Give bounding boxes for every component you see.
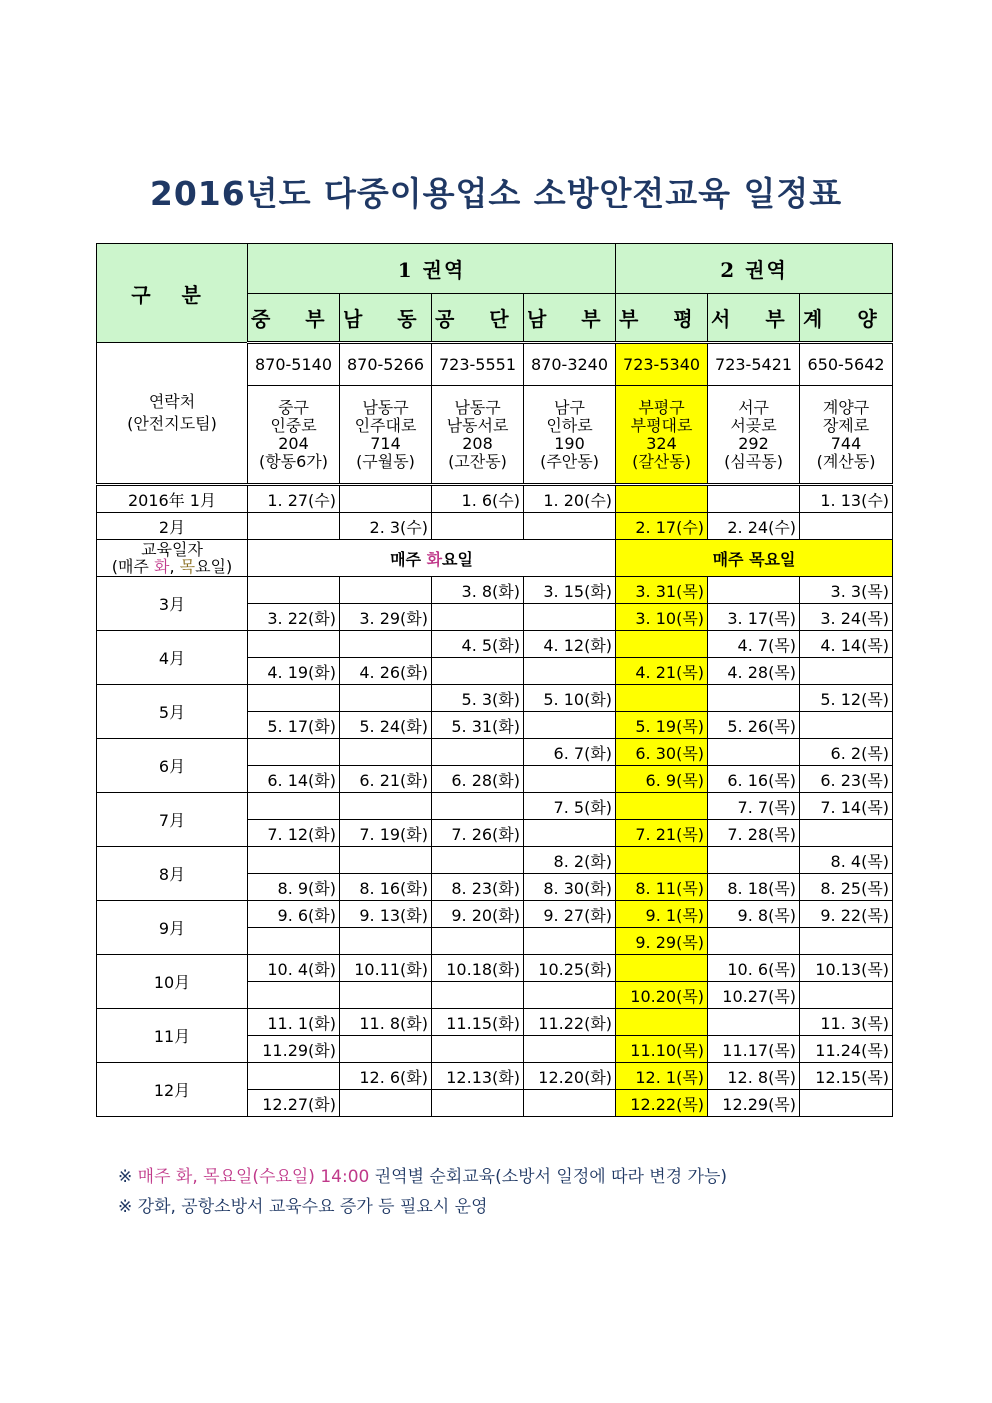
address-cell [800, 386, 893, 485]
date-cell [248, 847, 340, 874]
date-cell: 4. 19(화) [248, 658, 340, 685]
date-cell: 3. 10(목) [616, 604, 708, 631]
date-cell: 11.29(화) [248, 1036, 340, 1063]
region-1-header: 1 권역 [248, 244, 616, 294]
date-cell: 1. 13(수) [800, 485, 893, 513]
date-cell: 1. 20(수) [524, 485, 616, 513]
date-cell [524, 1036, 616, 1063]
date-cell [524, 928, 616, 955]
office-header: 남 동 [340, 294, 432, 343]
date-cell: 12.20(화) [524, 1063, 616, 1090]
date-cell: 4. 7(목) [708, 631, 800, 658]
date-cell [248, 513, 340, 540]
month-label: 2月 [97, 513, 248, 540]
date-cell [248, 1063, 340, 1090]
date-cell [340, 685, 432, 712]
date-cell [248, 793, 340, 820]
address-line: 190 [554, 433, 585, 453]
date-cell: 10.18(화) [432, 955, 524, 982]
date-cell: 11.10(목) [616, 1036, 708, 1063]
date-cell [708, 1009, 800, 1036]
date-cell: 9. 22(목) [800, 901, 893, 928]
date-cell: 5. 24(화) [340, 712, 432, 739]
date-cell [340, 631, 432, 658]
date-cell: 2. 3(수) [340, 513, 432, 540]
date-cell: 10.13(목) [800, 955, 893, 982]
edu-day-label-line1: 교육일자 [141, 540, 203, 559]
address-line: 인주대로 [354, 415, 417, 435]
region-2-header: 2 권역 [616, 244, 893, 294]
date-cell: 7. 26(화) [432, 820, 524, 847]
edu-day-label-tue: 화 [153, 557, 170, 576]
date-cell: 7. 28(목) [708, 820, 800, 847]
date-cell [524, 820, 616, 847]
date-cell [708, 739, 800, 766]
month-label: 9月 [97, 901, 248, 955]
date-cell [248, 739, 340, 766]
banner-1-post: 요일 [442, 549, 473, 569]
month-row [97, 1009, 893, 1036]
office-header: 남 부 [524, 294, 616, 343]
note-1-text: 권역별 순회교육(소방서 일정에 따라 변경 가능) [374, 1167, 728, 1187]
month-label: 12月 [97, 1063, 248, 1117]
address-line: 208 [462, 433, 493, 453]
office-header: 서 부 [708, 294, 800, 343]
address-line: (심곡동) [724, 451, 783, 471]
date-cell: 3. 3(목) [800, 577, 893, 604]
date-cell [432, 793, 524, 820]
date-cell [708, 928, 800, 955]
date-cell [616, 685, 708, 712]
date-cell: 8. 18(목) [708, 874, 800, 901]
date-cell [340, 577, 432, 604]
date-cell [708, 577, 800, 604]
note-1 [118, 1162, 727, 1187]
date-cell [340, 793, 432, 820]
office-header: 공 단 [432, 294, 524, 343]
date-cell: 5. 19(목) [616, 712, 708, 739]
date-cell: 8. 16(화) [340, 874, 432, 901]
date-cell [800, 982, 893, 1009]
date-cell: 8. 9(화) [248, 874, 340, 901]
date-cell: 12.29(목) [708, 1090, 800, 1117]
region-2-edu-banner: 매주 목요일 [616, 540, 893, 577]
note-1-highlight: 매주 화, 목요일(수요일) 14:00 [137, 1167, 370, 1187]
date-cell: 3. 31(목) [616, 577, 708, 604]
date-cell [248, 982, 340, 1009]
date-cell [248, 577, 340, 604]
date-cell [524, 513, 616, 540]
date-cell: 6. 21(화) [340, 766, 432, 793]
date-cell [432, 1090, 524, 1117]
date-cell: 6. 14(화) [248, 766, 340, 793]
month-row [97, 513, 893, 540]
date-cell [524, 1090, 616, 1117]
date-cell: 5. 31(화) [432, 712, 524, 739]
date-cell: 7. 21(목) [616, 820, 708, 847]
address-line: (갈산동) [632, 451, 691, 471]
date-cell: 9. 29(목) [616, 928, 708, 955]
date-cell: 10.27(목) [708, 982, 800, 1009]
date-cell: 12.15(목) [800, 1063, 893, 1090]
date-cell [524, 604, 616, 631]
date-cell [432, 658, 524, 685]
note-2-text: 강화, 공항소방서 교육수요 증가 등 필요시 운영 [137, 1197, 488, 1217]
month-row [97, 847, 893, 874]
date-cell [800, 513, 893, 540]
date-cell [248, 685, 340, 712]
date-cell: 12. 1(목) [616, 1063, 708, 1090]
address-line: 부평대로 [630, 415, 693, 435]
date-cell [340, 982, 432, 1009]
date-cell: 2. 17(수) [616, 513, 708, 540]
address-cell [248, 386, 340, 485]
address-cell [340, 386, 432, 485]
date-cell: 6. 30(목) [616, 739, 708, 766]
date-cell [340, 1036, 432, 1063]
date-cell: 12. 8(목) [708, 1063, 800, 1090]
date-cell [432, 982, 524, 1009]
date-cell: 11.17(목) [708, 1036, 800, 1063]
date-cell: 5. 12(목) [800, 685, 893, 712]
phone-cell: 870-5140 [248, 343, 340, 386]
contact-phone-row [97, 343, 893, 386]
date-cell: 3. 17(목) [708, 604, 800, 631]
month-label: 10月 [97, 955, 248, 1009]
date-cell: 8. 23(화) [432, 874, 524, 901]
date-cell [800, 712, 893, 739]
date-cell: 11. 3(목) [800, 1009, 893, 1036]
address-line: 장제로 [822, 415, 870, 435]
month-label: 6月 [97, 739, 248, 793]
month-label: 2016年 1月 [97, 485, 248, 513]
date-cell [616, 793, 708, 820]
date-cell: 2. 24(수) [708, 513, 800, 540]
date-cell [616, 631, 708, 658]
contact-label [97, 343, 248, 485]
date-cell: 6. 23(목) [800, 766, 893, 793]
date-cell [524, 766, 616, 793]
date-cell: 7. 5(화) [524, 793, 616, 820]
address-line: 서구 [738, 397, 769, 417]
date-cell: 5. 10(화) [524, 685, 616, 712]
date-cell: 11. 8(화) [340, 1009, 432, 1036]
address-line: 744 [830, 433, 862, 453]
date-cell: 11.24(목) [800, 1036, 893, 1063]
date-cell [800, 1090, 893, 1117]
address-line: 남구 [554, 397, 585, 417]
date-cell [616, 485, 708, 513]
office-header: 부 평 [616, 294, 708, 343]
date-cell: 12.13(화) [432, 1063, 524, 1090]
date-cell [248, 928, 340, 955]
date-cell: 11.15(화) [432, 1009, 524, 1036]
address-line: 204 [278, 433, 309, 453]
date-cell: 5. 17(화) [248, 712, 340, 739]
month-row [97, 685, 893, 712]
month-row [97, 1063, 893, 1090]
phone-cell: 723-5551 [432, 343, 524, 386]
month-label: 3月 [97, 577, 248, 631]
address-line: 부평구 [638, 397, 685, 417]
month-label: 8月 [97, 847, 248, 901]
date-cell: 4. 14(목) [800, 631, 893, 658]
date-cell: 4. 28(목) [708, 658, 800, 685]
month-label: 7月 [97, 793, 248, 847]
edu-day-label [97, 540, 248, 577]
date-cell [524, 982, 616, 1009]
edu-day-label-post: 요일) [195, 557, 233, 576]
date-cell: 5. 3(화) [432, 685, 524, 712]
date-cell [708, 847, 800, 874]
date-cell: 9. 1(목) [616, 901, 708, 928]
date-cell: 12.27(화) [248, 1090, 340, 1117]
address-line: 남동구 [362, 397, 409, 417]
month-label: 11月 [97, 1009, 248, 1063]
date-cell: 6. 28(화) [432, 766, 524, 793]
date-cell: 9. 8(목) [708, 901, 800, 928]
date-cell: 1. 6(수) [432, 485, 524, 513]
phone-cell: 723-5421 [708, 343, 800, 386]
month-row [97, 901, 893, 928]
month-row [97, 631, 893, 658]
date-cell [340, 1090, 432, 1117]
date-cell: 3. 8(화) [432, 577, 524, 604]
date-cell [432, 1036, 524, 1063]
month-row [97, 793, 893, 820]
month-label: 4月 [97, 631, 248, 685]
note-mark: ※ [118, 1167, 133, 1187]
edu-day-row [97, 540, 893, 577]
date-cell: 10.25(화) [524, 955, 616, 982]
address-line: (고잔동) [448, 451, 507, 471]
date-cell: 3. 15(화) [524, 577, 616, 604]
phone-cell: 650-5642 [800, 343, 893, 386]
date-cell [616, 1009, 708, 1036]
address-cell [616, 386, 708, 485]
date-cell: 8. 2(화) [524, 847, 616, 874]
date-cell: 6. 7(화) [524, 739, 616, 766]
office-header: 중 부 [248, 294, 340, 343]
date-cell [340, 485, 432, 513]
address-line: (주안동) [540, 451, 599, 471]
date-cell: 10.11(화) [340, 955, 432, 982]
address-line: 인하로 [546, 415, 593, 435]
date-cell: 6. 16(목) [708, 766, 800, 793]
month-row [97, 485, 893, 513]
date-cell: 12.22(목) [616, 1090, 708, 1117]
edu-day-label-line2 [100, 558, 244, 575]
date-cell: 7. 7(목) [708, 793, 800, 820]
address-line: (항동6가) [258, 451, 329, 471]
date-cell [800, 928, 893, 955]
date-cell: 9. 6(화) [248, 901, 340, 928]
month-row [97, 739, 893, 766]
date-cell: 4. 12(화) [524, 631, 616, 658]
address-line: (구월동) [356, 451, 415, 471]
date-cell: 9. 27(화) [524, 901, 616, 928]
date-cell [524, 712, 616, 739]
office-header: 계 양 [800, 294, 893, 343]
date-cell [800, 820, 893, 847]
region-1-edu-banner [248, 540, 616, 577]
address-line: 중구 [278, 397, 309, 417]
gubun-header: 구 분 [97, 244, 248, 343]
date-cell: 5. 26(목) [708, 712, 800, 739]
date-cell [432, 928, 524, 955]
date-cell [340, 739, 432, 766]
address-line: 남동구 [454, 397, 501, 417]
date-cell [432, 847, 524, 874]
phone-cell: 723-5340 [616, 343, 708, 386]
date-cell: 3. 29(화) [340, 604, 432, 631]
date-cell: 8. 30(화) [524, 874, 616, 901]
date-cell [524, 658, 616, 685]
banner-1-day: 화 [426, 549, 443, 569]
address-line: 서곶로 [730, 415, 777, 435]
phone-cell: 870-3240 [524, 343, 616, 386]
date-cell: 10. 6(목) [708, 955, 800, 982]
edu-day-label-sep: , [169, 557, 180, 576]
address-line: 계양구 [822, 397, 870, 417]
date-cell: 4. 26(화) [340, 658, 432, 685]
date-cell: 7. 14(목) [800, 793, 893, 820]
date-cell: 11. 1(화) [248, 1009, 340, 1036]
date-cell: 8. 4(목) [800, 847, 893, 874]
address-line: (계산동) [816, 451, 876, 471]
date-cell: 7. 12(화) [248, 820, 340, 847]
address-cell [708, 386, 800, 485]
address-cell [524, 386, 616, 485]
date-cell [248, 631, 340, 658]
date-cell [616, 847, 708, 874]
date-cell: 3. 24(목) [800, 604, 893, 631]
contact-label-line1: 연락처 [148, 392, 196, 411]
phone-cell: 870-5266 [340, 343, 432, 386]
date-cell: 6. 2(목) [800, 739, 893, 766]
date-cell [432, 604, 524, 631]
month-row [97, 577, 893, 604]
date-cell [340, 928, 432, 955]
date-cell: 3. 22(화) [248, 604, 340, 631]
header-row-regions [97, 244, 893, 294]
date-cell [708, 685, 800, 712]
address-line: 인중로 [270, 415, 317, 435]
schedule-table [96, 243, 893, 1117]
address-line: 292 [738, 433, 769, 453]
date-cell: 10. 4(화) [248, 955, 340, 982]
date-cell: 4. 5(화) [432, 631, 524, 658]
date-cell [616, 955, 708, 982]
date-cell: 8. 25(목) [800, 874, 893, 901]
note-2 [118, 1192, 488, 1217]
address-line: 714 [370, 433, 401, 453]
edu-day-label-pre: (매주 [111, 557, 154, 576]
month-row [97, 955, 893, 982]
date-cell: 11.22(화) [524, 1009, 616, 1036]
date-cell [432, 739, 524, 766]
date-cell [800, 658, 893, 685]
date-cell: 4. 21(목) [616, 658, 708, 685]
date-cell: 10.20(목) [616, 982, 708, 1009]
edu-day-label-thu: 목 [179, 557, 196, 576]
date-cell: 7. 19(화) [340, 820, 432, 847]
date-cell: 12. 6(화) [340, 1063, 432, 1090]
date-cell [708, 485, 800, 513]
contact-label-line2: (안전지도팀) [127, 414, 217, 433]
address-line: 324 [646, 433, 677, 453]
date-cell: 9. 13(화) [340, 901, 432, 928]
date-cell: 9. 20(화) [432, 901, 524, 928]
address-line: 남동서로 [446, 415, 509, 435]
date-cell [340, 847, 432, 874]
date-cell [432, 513, 524, 540]
date-cell: 6. 9(목) [616, 766, 708, 793]
date-cell: 1. 27(수) [248, 485, 340, 513]
month-label: 5月 [97, 685, 248, 739]
page-title: 2016년도 다중이용업소 소방안전교육 일정표 [149, 174, 843, 213]
address-cell [432, 386, 524, 485]
date-cell: 8. 11(목) [616, 874, 708, 901]
banner-1-pre: 매주 [390, 549, 427, 569]
note-mark: ※ [118, 1197, 133, 1217]
